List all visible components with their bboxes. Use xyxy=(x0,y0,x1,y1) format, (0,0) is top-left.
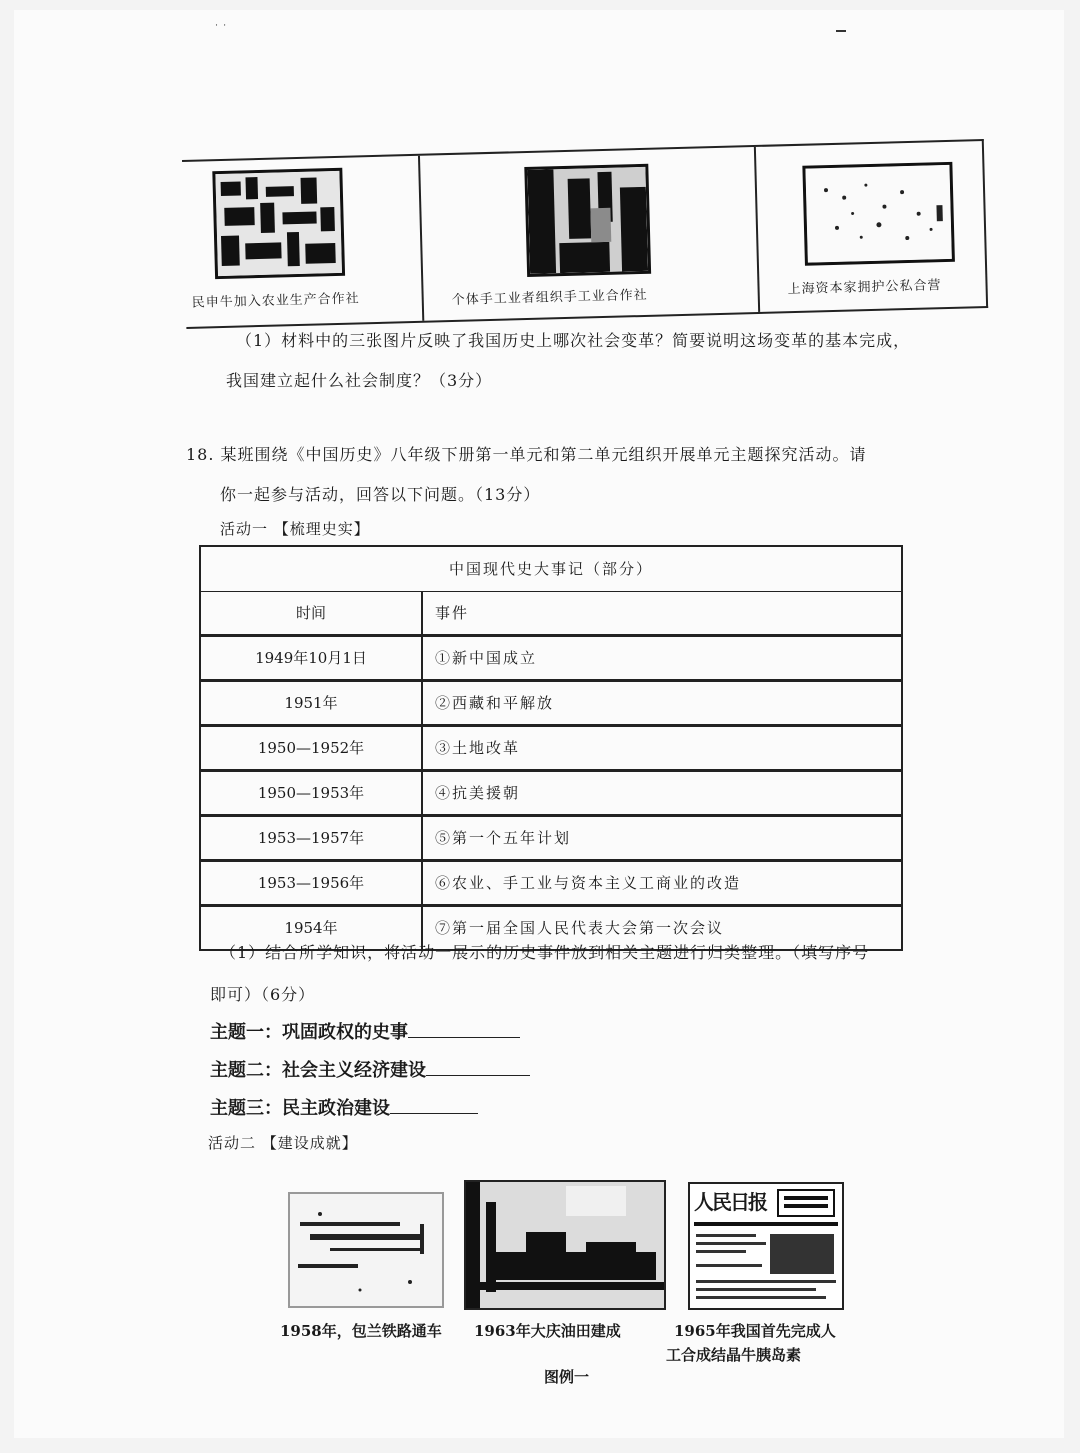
events-table xyxy=(199,545,903,951)
row-event: ⑥农业、手工业与资本主义工商业的改造 xyxy=(435,874,742,892)
row-event: ③土地改革 xyxy=(435,739,521,757)
strip-cell-3 xyxy=(754,141,988,312)
newspaper-masthead: 人民日报 xyxy=(694,1190,766,1214)
row-event: ⑦第一届全国人民代表大会第一次会议 xyxy=(435,919,725,937)
caption-insulin-line2: 工合成结晶牛胰岛素 xyxy=(666,1346,802,1364)
activity-two-heading: 活动二 【建设成就】 xyxy=(208,1134,358,1152)
q18-line1: 18. 某班围绕《中国历史》八年级下册第一单元和第二单元组织开展单元主题探究活动。请 xyxy=(186,445,867,464)
header-event: 事件 xyxy=(435,604,470,622)
scan-mark xyxy=(836,30,846,32)
theme-two-label: 主题二：社会主义经济建设 xyxy=(210,1060,426,1081)
row-event: ⑤第一个五年计划 xyxy=(435,829,572,847)
theme-one-label: 主题一：巩固政权的史事 xyxy=(210,1022,408,1043)
scan-mark: ˙ ˙ xyxy=(214,24,228,35)
table-row xyxy=(199,816,903,861)
q17-sub-line1: （1）材料中的三张图片反映了我国历史上哪次社会变革？简要说明这场变革的基本完成， xyxy=(236,331,911,350)
q17-sub-line2: 我国建立起什么社会制度？（3分） xyxy=(226,371,493,390)
caption-farmers: 民申牛加入农业生产合作社 xyxy=(191,291,360,311)
row-time: 1949年10月1日 xyxy=(201,637,423,679)
row-time: 1951年 xyxy=(201,682,423,724)
photo-farmers xyxy=(212,168,345,279)
table-row xyxy=(199,861,903,906)
photo-railway xyxy=(288,1192,444,1308)
theme-three xyxy=(210,1094,478,1120)
row-time: 1950—1952年 xyxy=(201,727,423,769)
caption-capitalists: 上海资本家拥护公私合营 xyxy=(787,278,942,298)
table-header-row xyxy=(199,591,903,636)
row-time: 1950—1953年 xyxy=(201,772,423,814)
photo-strip xyxy=(182,139,988,329)
theme-one xyxy=(210,1018,520,1044)
figure-label: 图例一 xyxy=(544,1368,590,1386)
row-event: ④抗美援朝 xyxy=(435,784,521,802)
caption-handicraft: 个体手工业者组织手工业合作社 xyxy=(451,287,648,308)
theme-two xyxy=(210,1056,530,1082)
table-row xyxy=(199,636,903,681)
caption-insulin-line1: 1965年我国首先完成人 xyxy=(674,1322,836,1340)
theme-three-label: 主题三：民主政治建设 xyxy=(210,1098,390,1119)
photo-capitalists xyxy=(802,162,955,266)
table-row xyxy=(199,726,903,771)
q18-sub-line2: 即可）（6分） xyxy=(210,985,316,1004)
table-row xyxy=(199,771,903,816)
row-time: 1953—1957年 xyxy=(201,817,423,859)
exam-page xyxy=(14,10,1064,1438)
theme-one-answer-blank[interactable] xyxy=(408,1021,520,1038)
caption-oilfield: 1963年大庆油田建成 xyxy=(474,1322,621,1340)
photo-oilfield xyxy=(464,1180,666,1310)
table-title: 中国现代史大事记（部分） xyxy=(199,545,903,591)
row-time: 1954年 xyxy=(201,907,423,949)
header-time: 时间 xyxy=(201,592,423,634)
table-row xyxy=(199,681,903,726)
strip-cell-2 xyxy=(418,147,760,321)
row-event: ①新中国成立 xyxy=(435,649,538,667)
q18-line2: 你一起参与活动，回答以下问题。（13分） xyxy=(220,485,541,504)
q18-sub-line1: （1）结合所学知识，将活动一展示的历史事件放到相关主题进行归类整理。（填写序号 xyxy=(220,943,870,962)
activity-one-heading: 活动一 【梳理史实】 xyxy=(220,520,370,538)
caption-railway: 1958年，包兰铁路通车 xyxy=(280,1322,442,1340)
theme-three-answer-blank[interactable] xyxy=(390,1097,478,1114)
strip-cell-1 xyxy=(182,156,422,327)
photo-newspaper xyxy=(688,1182,844,1310)
theme-two-answer-blank[interactable] xyxy=(426,1059,530,1076)
row-time: 1953—1956年 xyxy=(201,862,423,904)
row-event: ②西藏和平解放 xyxy=(435,694,555,712)
photo-handicraft xyxy=(524,164,651,277)
